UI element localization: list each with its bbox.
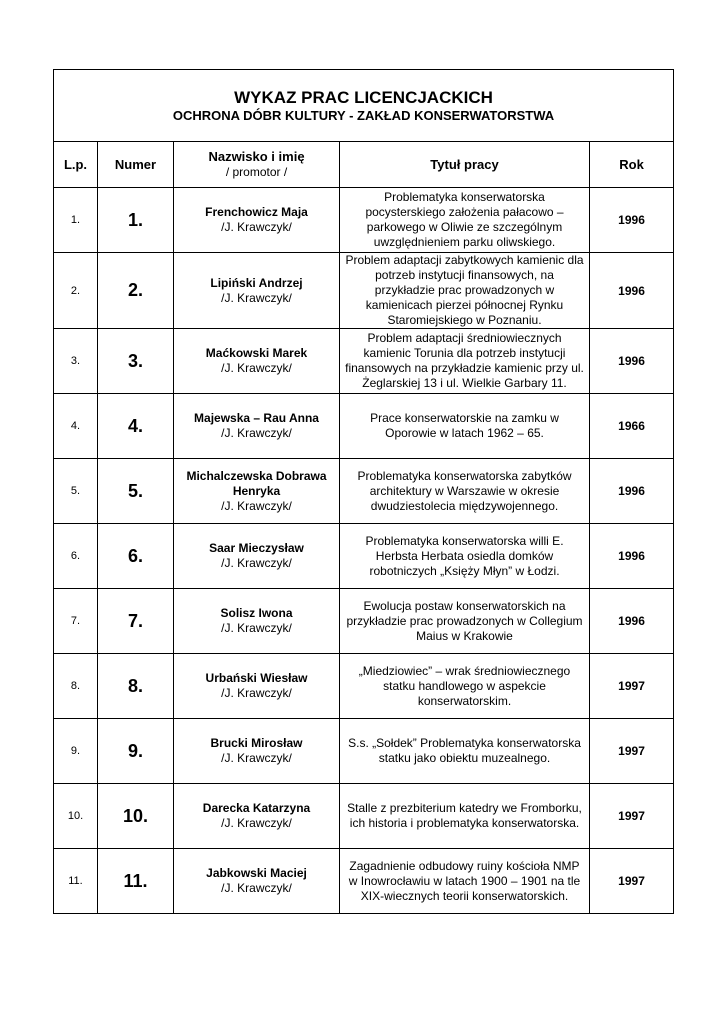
row-author-cell (174, 524, 340, 589)
row-thesis-title: Problematyka konserwatorska pocysterskiego założenia pałacowo – parkowego w Oliwie ze szczególnym uwzględnieniem parku oliwskiego. (340, 188, 590, 253)
row-year: 1996 (590, 329, 674, 394)
document-header (54, 70, 674, 142)
row-thesis-title: Zagadnienie odbudowy ruiny kościoła NMP w Inowrocławiu w latach 1900 – 1901 na tle XIX-wiecznych teorii konserwatorskich. (340, 849, 590, 914)
document-subtitle: OCHRONA DÓBR KULTURY - ZAKŁAD KONSERWATORSTWA (172, 107, 555, 123)
row-promotor: /J. Krawczyk/ (221, 498, 292, 513)
row-author-name: Darecka Katarzyna (202, 801, 311, 815)
row-number: 7. (98, 589, 174, 654)
row-lp: 3. (54, 329, 98, 394)
column-header-numer: Numer (98, 142, 174, 188)
row-promotor: /J. Krawczyk/ (221, 220, 292, 234)
column-header-title: Tytuł pracy (340, 142, 590, 188)
column-header-name-label: Nazwisko i imię (208, 149, 305, 164)
column-header-name-sub: / promotor / (225, 165, 288, 179)
row-thesis-title: Problematyka konserwatorska willi E. Herbsta Herbata osiedla domków robotniczych „Księży Młyn” w Łodzi. (340, 524, 590, 589)
row-number: 3. (98, 329, 174, 394)
row-number: 5. (98, 459, 174, 524)
row-thesis-title: Prace konserwatorskie na zamku w Oporowie w latach 1962 – 65. (340, 394, 590, 459)
table-row (54, 524, 674, 589)
table-row (54, 329, 674, 394)
row-lp: 8. (54, 654, 98, 719)
row-number: 8. (98, 654, 174, 719)
row-lp: 6. (54, 524, 98, 589)
row-number: 4. (98, 394, 174, 459)
row-promotor: /J. Krawczyk/ (221, 426, 292, 440)
row-promotor: /J. Krawczyk/ (221, 290, 292, 305)
row-year: 1997 (590, 654, 674, 719)
row-author-cell (174, 253, 340, 329)
table-row (54, 394, 674, 459)
row-year: 1996 (590, 188, 674, 253)
row-lp: 9. (54, 719, 98, 784)
row-author-cell (174, 654, 340, 719)
row-author-name: Urbański Wiesław (205, 671, 308, 685)
row-author-name: Saar Mieczysław (209, 541, 304, 555)
row-author-name: Lipiński Andrzej (210, 275, 303, 290)
row-author-cell (174, 719, 340, 784)
row-author-cell (174, 394, 340, 459)
row-author-cell (174, 849, 340, 914)
row-author-name: Frenchowicz Maja (205, 205, 308, 219)
row-lp: 5. (54, 459, 98, 524)
row-author-cell (174, 589, 340, 654)
row-promotor: /J. Krawczyk/ (221, 361, 292, 375)
column-header-lp: L.p. (54, 142, 98, 188)
row-number: 6. (98, 524, 174, 589)
row-year: 1997 (590, 719, 674, 784)
row-promotor: /J. Krawczyk/ (221, 881, 292, 895)
column-header-row (54, 142, 674, 188)
table-row (54, 849, 674, 914)
row-promotor: /J. Krawczyk/ (221, 686, 292, 700)
row-promotor: /J. Krawczyk/ (221, 751, 292, 765)
row-thesis-title: „Miedziowiec” – wrak średniowiecznego statku handlowego w aspekcie konserwatorskim. (340, 654, 590, 719)
row-thesis-title: Problem adaptacji średniowiecznych kamienic Torunia dla potrzeb instytucji finansowych na przykładzie kamienic przy ul. Żeglarskiej 13 i ul. Wielkie Garbary 11. (340, 329, 590, 394)
row-thesis-title: Stalle z prezbiterium katedry we Fromborku, ich historia i problematyka konserwatorska. (340, 784, 590, 849)
row-lp: 4. (54, 394, 98, 459)
row-year: 1966 (590, 394, 674, 459)
row-promotor: /J. Krawczyk/ (221, 556, 292, 570)
column-header-name (174, 142, 340, 188)
table-row (54, 589, 674, 654)
row-lp: 11. (54, 849, 98, 914)
row-author-name: Jabkowski Maciej (206, 866, 307, 880)
row-year: 1997 (590, 784, 674, 849)
row-thesis-title: S.s. „Sołdek” Problematyka konserwatorska statku jako obiektu muzealnego. (340, 719, 590, 784)
row-author-name: Solisz Iwona (220, 606, 293, 620)
row-author-name: Majewska – Rau Anna (194, 411, 319, 425)
table-row (54, 459, 674, 524)
row-lp: 7. (54, 589, 98, 654)
table-row (54, 784, 674, 849)
row-promotor: /J. Krawczyk/ (221, 816, 292, 830)
column-header-year: Rok (590, 142, 674, 188)
row-lp: 2. (54, 253, 98, 329)
document-title: WYKAZ PRAC LICENCJACKICH (234, 87, 493, 107)
row-number: 2. (98, 253, 174, 329)
row-author-cell (174, 329, 340, 394)
row-year: 1996 (590, 459, 674, 524)
row-thesis-title: Problematyka konserwatorska zabytków architektury w Warszawie w okresie dwudziestolecia międzywojennego. (340, 459, 590, 524)
row-author-name: Brucki Mirosław (210, 736, 303, 750)
thesis-list-table (53, 69, 674, 914)
row-author-cell (174, 459, 340, 524)
row-year: 1996 (590, 589, 674, 654)
table-row (54, 719, 674, 784)
row-author-name: Maćkowski Marek (205, 346, 308, 360)
table-row (54, 654, 674, 719)
row-promotor: /J. Krawczyk/ (221, 621, 292, 635)
table-row (54, 253, 674, 329)
row-thesis-title: Problem adaptacji zabytkowych kamienic dla potrzeb instytucji finansowych, na przykładzie prac prowadzonych w kamienicach pierzei północnej Rynku Staromiejskiego w Poznaniu. (340, 253, 590, 329)
row-thesis-title: Ewolucja postaw konserwatorskich na przykładzie prac prowadzonych w Collegium Maius w Krakowie (340, 589, 590, 654)
row-lp: 1. (54, 188, 98, 253)
row-lp: 10. (54, 784, 98, 849)
row-year: 1996 (590, 524, 674, 589)
row-number: 9. (98, 719, 174, 784)
row-year: 1996 (590, 253, 674, 329)
table-row (54, 188, 674, 253)
row-number: 11. (98, 849, 174, 914)
row-year: 1997 (590, 849, 674, 914)
row-author-name: Michalczewska Dobrawa Henryka (186, 468, 327, 498)
row-number: 10. (98, 784, 174, 849)
row-number: 1. (98, 188, 174, 253)
row-author-cell (174, 784, 340, 849)
row-author-cell (174, 188, 340, 253)
